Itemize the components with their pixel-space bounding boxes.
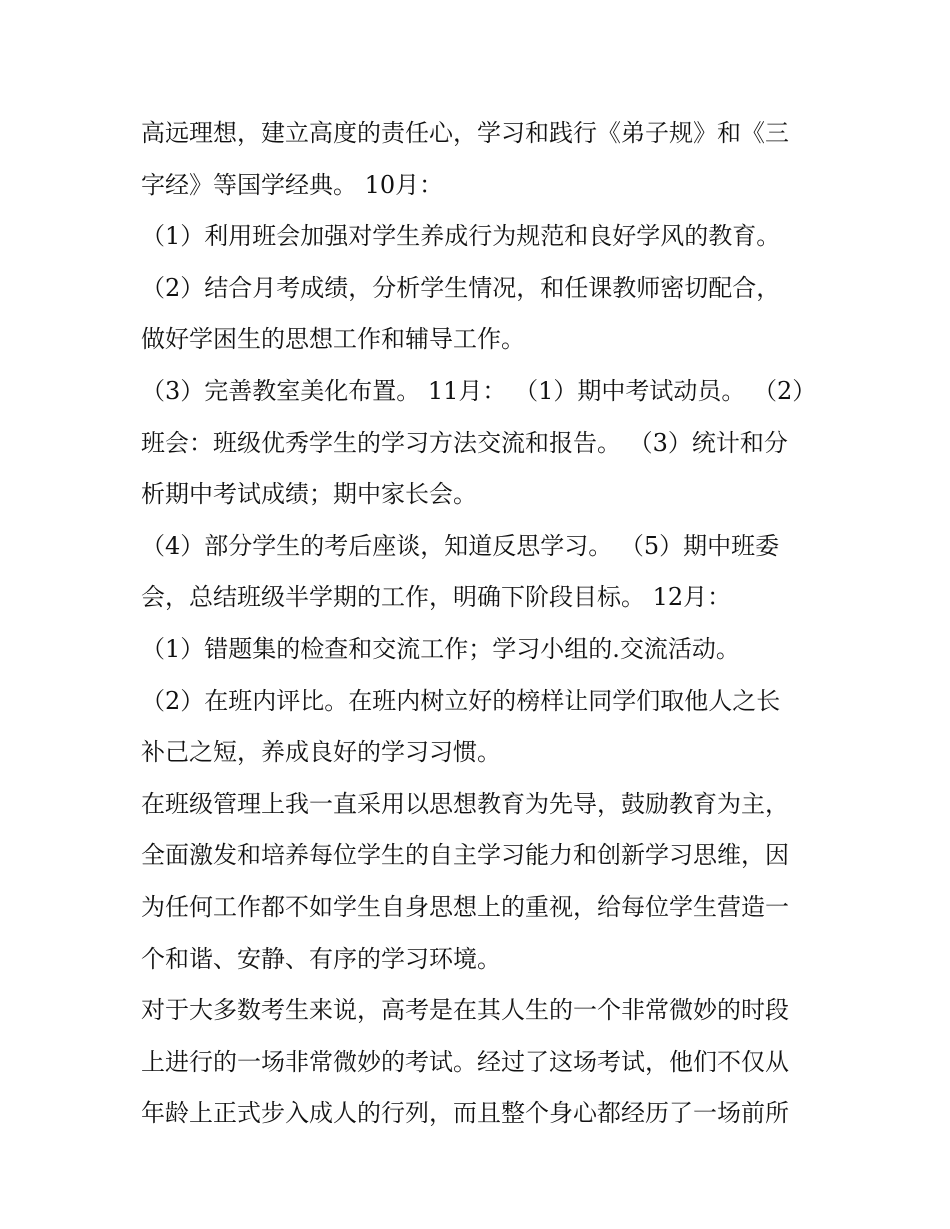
text-line: 年龄上正式步入成人的行列，而且整个身心都经历了一场前所 <box>141 1099 789 1128</box>
text-line: 对于大多数考生来说，高考是在其人生的一个非常微妙的时段 <box>141 996 789 1025</box>
text-line: 高远理想，建立高度的责任心，学习和践行《弟子规》和《三 <box>141 119 789 147</box>
text-line: 班会：班级优秀学生的学习方法交流和报告。 （3）统计和分 <box>141 428 788 457</box>
text-line: （2）结合月考成绩，分析学生情况，和任课教师密切配合， <box>141 273 781 302</box>
text-line: （1）错题集的检查和交流工作；学习小组的.交流活动。 <box>141 634 740 663</box>
text-line: 为任何工作都不如学生自身思想上的重视，给每位学生营造一 <box>141 892 789 921</box>
text-line: （1）利用班会加强对学生养成行为规范和良好学风的教育。 <box>141 222 781 251</box>
text-line: 个和谐、安静、有序的学习环境。 <box>141 944 501 973</box>
text-line: （2）在班内评比。在班内树立好的榜样让同学们取他人之长 <box>141 686 781 715</box>
text-line: 上进行的一场非常微妙的考试。经过了这场考试，他们不仅从 <box>141 1047 789 1076</box>
text-line: 析期中考试成绩；期中家长会。 <box>141 480 477 509</box>
text-line: 会，总结班级半学期的工作，明确下阶段目标。 12月： <box>141 583 732 612</box>
text-line: 字经》等国学经典。 10月： <box>141 170 444 199</box>
text-line: 做好学困生的思想工作和辅导工作。 <box>141 325 525 354</box>
text-line: 在班级管理上我一直采用以思想教育为先导，鼓励教育为主， <box>141 789 789 818</box>
text-line: （4）部分学生的考后座谈，知道反思学习。 （5）期中班委 <box>141 531 780 560</box>
text-line: 补己之短，养成良好的学习习惯。 <box>141 738 501 767</box>
text-line: （3）完善教室美化布置。 11月： （1）期中考试动员。 （2） <box>141 376 816 405</box>
document-body <box>141 108 816 1140</box>
text-line: 全面激发和培养每位学生的自主学习能力和创新学习思维，因 <box>141 841 789 870</box>
